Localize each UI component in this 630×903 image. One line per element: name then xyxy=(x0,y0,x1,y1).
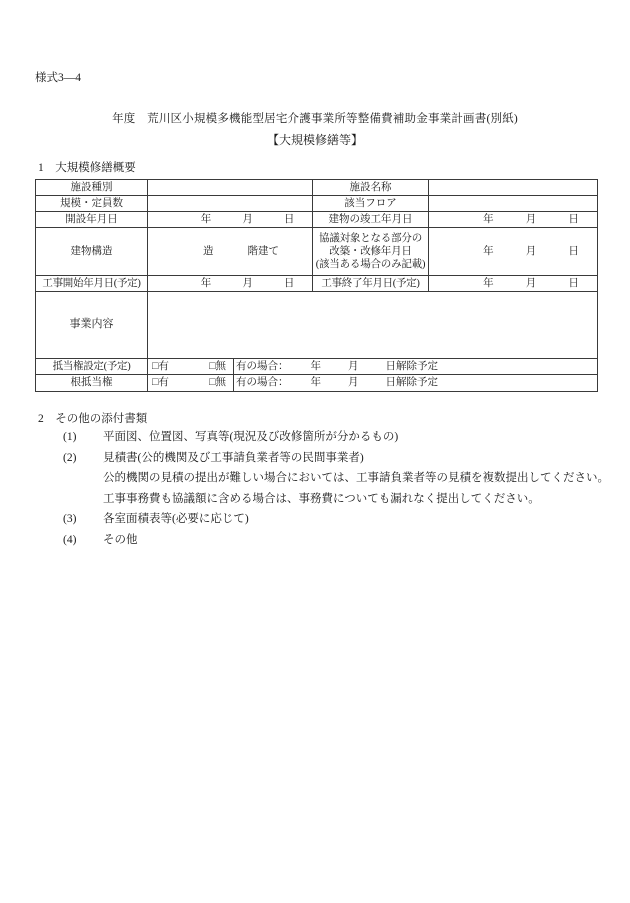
business-content-value xyxy=(148,292,598,359)
renovation-date-value xyxy=(429,228,598,276)
year-label: 年 xyxy=(200,277,212,289)
mortgage-release-cell xyxy=(234,359,598,375)
renovation-overview-table xyxy=(35,179,598,392)
list-item-text: 見積書(公的機関及び工事請負業者等の民間事業者) xyxy=(103,451,364,464)
facility-type-value xyxy=(148,180,313,196)
list-item-number: (4) xyxy=(63,533,77,546)
table-row xyxy=(36,180,598,196)
list-item xyxy=(63,448,609,469)
checkbox-yes: □有 xyxy=(152,377,169,389)
day-label: 日 xyxy=(568,245,579,257)
construction-end-label: 工事終了年月日(予定) xyxy=(313,276,429,292)
opening-date-label: 開設年月日 xyxy=(36,212,148,228)
month-label: 月 xyxy=(525,245,537,257)
list-item-note: 公的機関の見積の提出が難しい場合においては、工事請負業者等の見積を複数提出してください。 xyxy=(103,472,609,484)
year-label: 年 xyxy=(310,360,321,372)
month-label: 月 xyxy=(242,213,253,225)
completion-date-label: 建物の竣工年月日 xyxy=(313,212,429,228)
document-subtitle: 【大規模修繕等】 xyxy=(266,133,363,147)
release-label: 日解除予定 xyxy=(385,377,438,389)
mortgage-checkbox-cell xyxy=(148,359,234,375)
day-label: 日 xyxy=(568,213,579,225)
list-item-note: 工事事務費も協議額に含める場合は、事務費についても漏れなく提出してください。 xyxy=(103,492,540,505)
renovation-date-label: 協議対象となる部分の 改築・改修年月日 (該当ある場合のみ記載) xyxy=(313,228,429,276)
table-row xyxy=(36,196,598,212)
facility-name-value xyxy=(429,180,598,196)
month-label: 月 xyxy=(348,377,359,389)
structure-unit1: 造 xyxy=(203,245,214,257)
revolving-mortgage-checkbox-cell xyxy=(148,375,234,392)
section1-heading: 1 大規模修繕概要 xyxy=(38,162,136,174)
list-item-text: 平面図、位置図、写真等(現況及び改修箇所が分かるもの) xyxy=(103,431,399,443)
floor-value xyxy=(429,196,598,212)
opening-date-value xyxy=(148,212,313,228)
construction-start-label: 工事開始年月日(予定) xyxy=(36,276,148,292)
list-item-number: (3) xyxy=(63,513,77,525)
business-content-label: 事業内容 xyxy=(36,292,148,359)
scale-capacity-label: 規模・定員数 xyxy=(36,196,148,212)
construction-end-value xyxy=(429,276,598,292)
day-label: 日 xyxy=(283,277,295,289)
month-label: 月 xyxy=(525,213,537,225)
table-row xyxy=(36,292,598,359)
structure-unit2: 階建て xyxy=(247,245,279,257)
revolving-mortgage-label: 根抵当権 xyxy=(36,375,148,392)
if-yes-label: 有の場合： xyxy=(236,360,289,372)
table-row xyxy=(36,212,598,228)
list-item xyxy=(63,427,609,448)
facility-type-label: 施設種別 xyxy=(36,180,148,196)
year-label: 年 xyxy=(200,213,212,225)
structure-value xyxy=(148,228,313,276)
structure-label: 建物構造 xyxy=(36,228,148,276)
floor-label: 該当フロア xyxy=(313,196,429,212)
section2-heading: 2 その他の添付書類 xyxy=(38,413,148,425)
table-row xyxy=(36,375,598,392)
year-label: 年 xyxy=(310,377,321,389)
year-label: 年 xyxy=(483,277,494,289)
list-item xyxy=(63,530,609,551)
list-item-text: その他 xyxy=(103,533,138,546)
checkbox-no: □無 xyxy=(209,377,226,389)
checkbox-no: □無 xyxy=(209,360,226,372)
list-item-number: (1) xyxy=(63,431,77,443)
year-label: 年 xyxy=(483,245,494,257)
release-label: 日解除予定 xyxy=(385,360,438,372)
construction-start-value xyxy=(148,276,313,292)
if-yes-label: 有の場合： xyxy=(236,377,289,389)
list-item xyxy=(63,509,609,530)
month-label: 月 xyxy=(242,277,253,289)
day-label: 日 xyxy=(568,277,579,289)
table-row xyxy=(36,228,598,276)
day-label: 日 xyxy=(283,213,295,225)
checkbox-yes: □有 xyxy=(152,360,169,372)
document-title: 年度 荒川区小規模多機能型居宅介護事業所等整備費補助金事業計画書(別紙) xyxy=(112,113,518,125)
form-number: 様式3—4 xyxy=(35,72,81,84)
mortgage-label: 抵当権設定(予定) xyxy=(36,359,148,375)
year-label: 年 xyxy=(483,213,494,225)
month-label: 月 xyxy=(348,360,359,372)
revolving-mortgage-release-cell xyxy=(234,375,598,392)
table-row xyxy=(36,359,598,375)
list-item-number: (2) xyxy=(63,451,77,464)
month-label: 月 xyxy=(525,277,537,289)
facility-name-label: 施設名称 xyxy=(313,180,429,196)
completion-date-value xyxy=(429,212,598,228)
table-row xyxy=(36,276,598,292)
list-item-text: 各室面積表等(必要に応じて) xyxy=(103,513,249,525)
attachment-list xyxy=(63,427,609,550)
scale-capacity-value xyxy=(148,196,313,212)
